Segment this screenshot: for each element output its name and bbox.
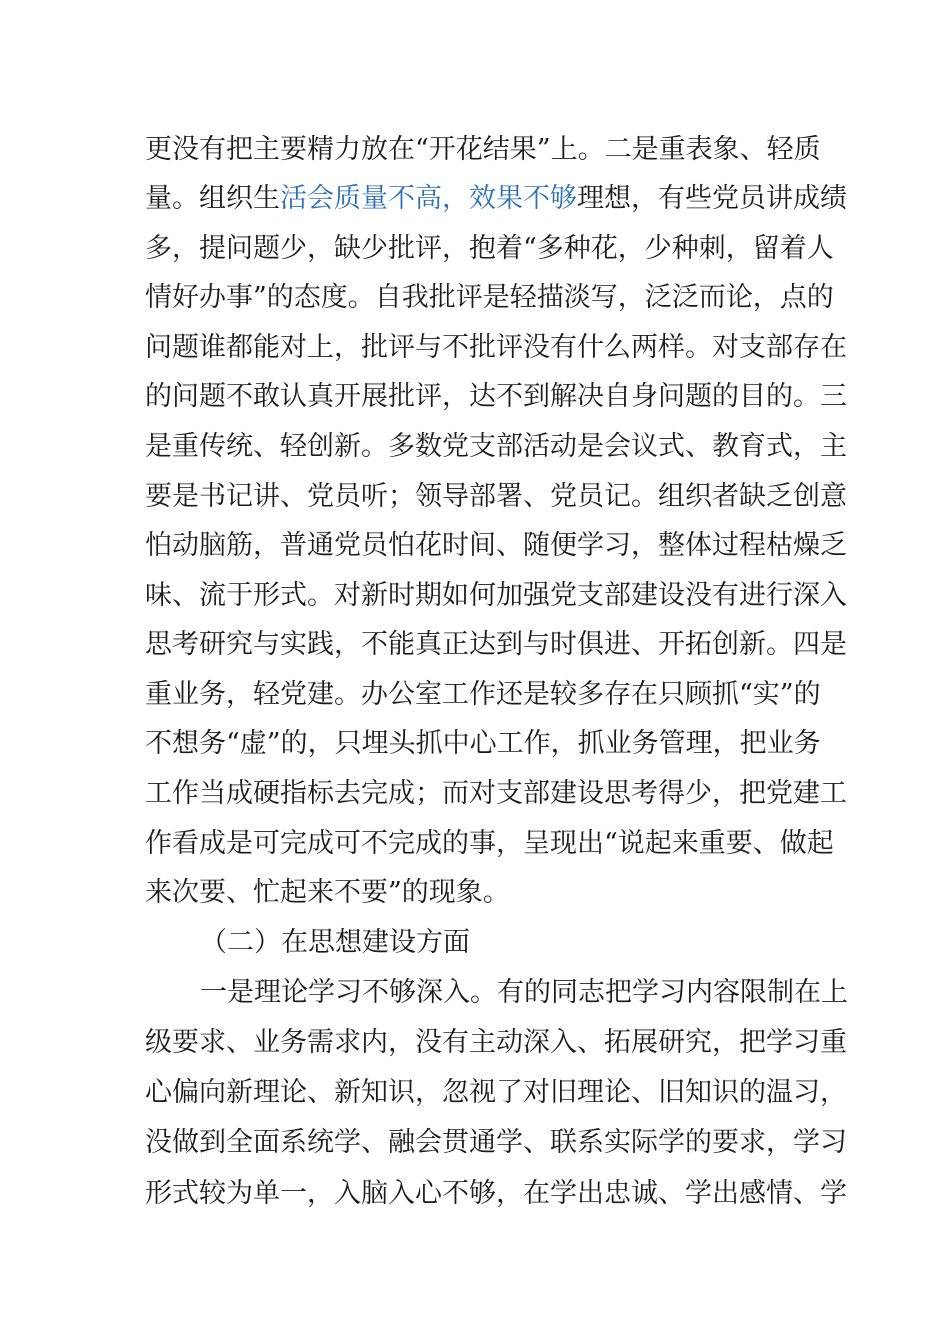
text-span: 量。组织生 — [145, 183, 280, 214]
text-line: 不想务“虚”的，只埋头抓中心工作，抓业务管理，把业务 — [145, 728, 821, 759]
text-line: 重业务，轻党建。办公室工作还是较多存在只顾抓“实”的 — [145, 679, 821, 710]
text-line: 要是书记讲、党员听；领导部署、党员记。组织者缺乏创意 — [145, 481, 847, 512]
text-line: 情好办事”的态度。自我批评是轻描淡写，泛泛而论，点的 — [145, 282, 834, 313]
text-span: 理想，有些党员讲成绩 — [577, 183, 847, 214]
text-line: 级要求、业务需求内，没有主动深入、拓展研究，把学习重 — [145, 1027, 847, 1058]
text-line: 一是理论学习不够深入。有的同志把学习内容限制在上 — [200, 977, 848, 1008]
highlighted-text: 活会质量不高，效果不够 — [280, 183, 577, 214]
text-line: 更没有把主要精力放在“开花结果”上。二是重表象、轻质 — [145, 134, 821, 165]
text-line: 是重传统、轻创新。多数党支部活动是会议式、教育式，主 — [145, 431, 847, 462]
text-line: 心偏向新理论、新知识，忽视了对旧理论、旧知识的温习， — [145, 1077, 847, 1108]
text-line: 的问题不敢认真开展批评，达不到解决自身问题的目的。三 — [145, 381, 847, 412]
text-line: 来次要、忙起来不要”的现象。 — [145, 877, 510, 908]
text-line: 思考研究与实践，不能真正达到与时俱进、开拓创新。四是 — [145, 629, 847, 660]
text-line: 味、流于形式。对新时期如何加强党支部建设没有进行深入 — [145, 580, 847, 611]
text-line: 多，提问题少，缺少批评，抱着“多种花，少种刺，留着人 — [145, 233, 834, 264]
text-line: 工作当成硬指标去完成；而对支部建设思考得少，把党建工 — [145, 778, 847, 809]
text-line: 形式较为单一，入脑入心不够，在学出忠诚、学出感情、学 — [145, 1178, 847, 1209]
section-heading: （二）在思想建设方面 — [200, 927, 470, 958]
text-line: 没做到全面系统学、融会贯通学、联系实际学的要求，学习 — [145, 1127, 847, 1158]
text-line: 问题谁都能对上，批评与不批评没有什么两样。对支部存在 — [145, 332, 847, 363]
text-line — [145, 174, 847, 224]
text-line: 怕动脑筋，普通党员怕花时间、随便学习，整体过程枯燥乏 — [145, 530, 847, 561]
text-line: 作看成是可完成可不完成的事，呈现出“说起来重要、做起 — [145, 828, 834, 859]
